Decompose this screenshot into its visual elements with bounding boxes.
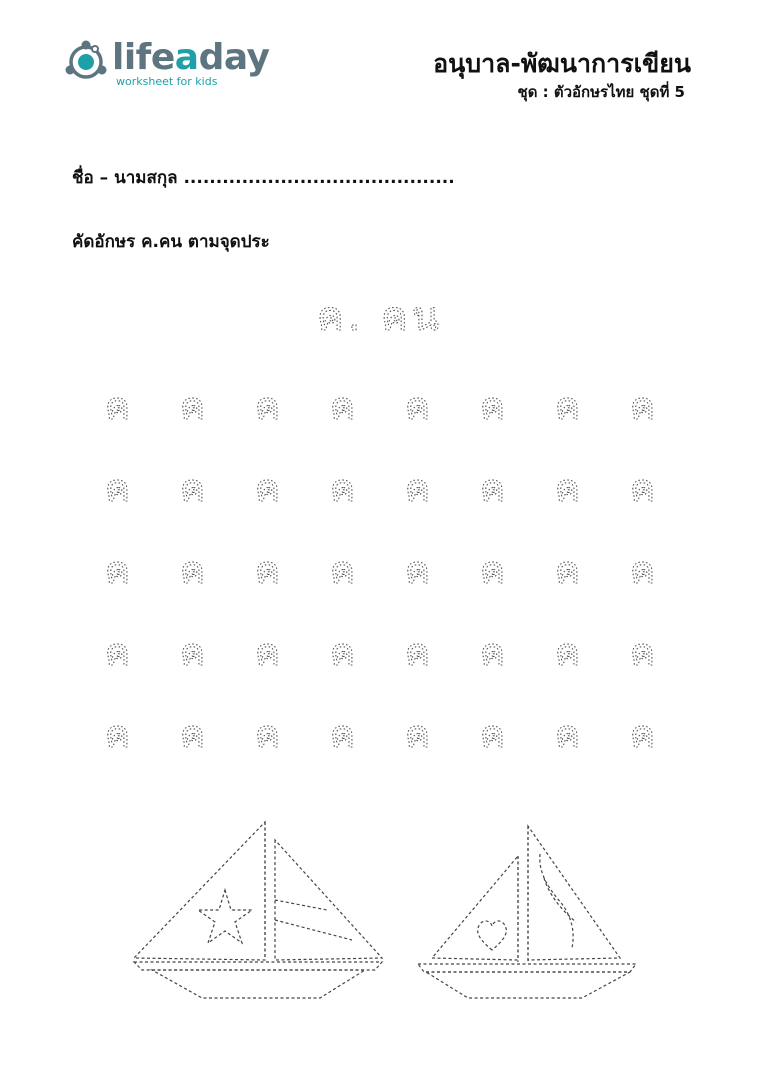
trace-letter-cell: ค <box>404 711 431 756</box>
trace-letter-cell: ค <box>329 465 356 510</box>
logo-wordmark: lifeaday <box>112 37 270 78</box>
trace-letter-cell: ค <box>179 711 206 756</box>
trace-letter-cell: ค <box>479 547 506 592</box>
trace-letter-cell: ค <box>404 547 431 592</box>
trace-letter-cell: ค <box>179 383 206 428</box>
trace-letter-cell: ค <box>404 465 431 510</box>
trace-letter-cell: ค <box>404 629 431 674</box>
trace-letter-cell: ค <box>479 465 506 510</box>
worksheet-title: อนุบาล-พัฒนาการเขียน <box>433 49 691 78</box>
trace-letter-cell: ค <box>254 547 281 592</box>
trace-letter-cell: ค <box>329 547 356 592</box>
trace-letter-cell: ค <box>479 629 506 674</box>
trace-letter-cell: ค <box>179 547 206 592</box>
trace-letter-cell: ค <box>329 383 356 428</box>
star-outline <box>198 890 252 943</box>
trace-letter-cell: ค <box>629 465 656 510</box>
trace-letter-cell: ค <box>404 383 431 428</box>
logo-tagline: worksheet for kids <box>116 75 218 88</box>
trace-letter-cell: ค <box>554 629 581 674</box>
trace-letter-cell: ค <box>254 383 281 428</box>
lifeaday-logo <box>64 36 270 92</box>
trace-letter-cell: ค <box>179 629 206 674</box>
worksheet-subtitle: ชุด : ตัวอักษรไทย ชุดที่ 5 <box>517 83 685 101</box>
heart-outline <box>478 921 507 950</box>
trace-letter-cell: ค <box>554 465 581 510</box>
trace-letter-cell: ค <box>629 547 656 592</box>
trace-letter-grid <box>80 368 680 778</box>
trace-letter-cell: ค <box>554 547 581 592</box>
trace-letter-cell: ค <box>479 383 506 428</box>
instruction-text: คัดอักษร ค.คน ตามจุดประ <box>72 232 270 252</box>
trace-letter-cell: ค <box>104 383 131 428</box>
trace-letter-cell: ค <box>329 629 356 674</box>
trace-letter-cell: ค <box>104 465 131 510</box>
trace-letter-cell: ค <box>104 629 131 674</box>
trace-letter-cell: ค <box>329 711 356 756</box>
trace-letter-cell: ค <box>629 629 656 674</box>
example-trace-text: ค. คน <box>316 294 444 340</box>
sailboat-star-drawing <box>134 822 382 998</box>
trace-letter-cell: ค <box>629 383 656 428</box>
trace-letter-cell: ค <box>479 711 506 756</box>
example-trace-word <box>230 284 530 348</box>
logo-molecule-icon <box>64 40 108 84</box>
trace-letter-cell: ค <box>254 465 281 510</box>
trace-letter-cell: ค <box>179 465 206 510</box>
name-field-line[interactable]: ชื่อ – นามสกุล .......................................... <box>72 168 455 188</box>
trace-letter-cell: ค <box>554 711 581 756</box>
trace-letter-cell: ค <box>254 711 281 756</box>
sailboat-heart-drawing <box>418 826 636 998</box>
trace-letter-cell: ค <box>254 629 281 674</box>
trace-letter-cell: ค <box>629 711 656 756</box>
trace-letter-cell: ค <box>104 711 131 756</box>
boat-tracing-drawings <box>120 812 660 1012</box>
trace-letter-cell: ค <box>104 547 131 592</box>
trace-letter-cell: ค <box>554 383 581 428</box>
